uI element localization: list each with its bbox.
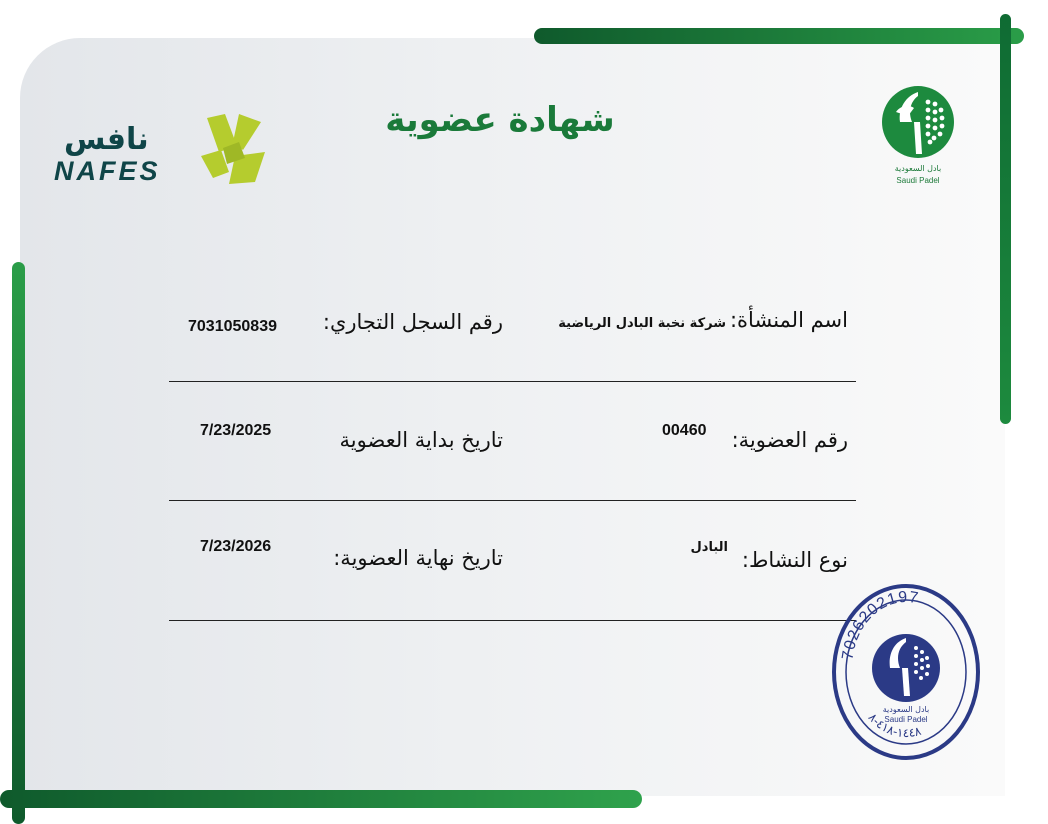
establishment-name-label: اسم المنشأة: bbox=[729, 308, 848, 332]
page-title: شهادة عضوية bbox=[385, 100, 615, 140]
decorative-bar-right bbox=[1000, 14, 1011, 424]
nafes-logo bbox=[54, 112, 269, 192]
membership-end-value: 7/23/2026 bbox=[200, 538, 272, 555]
membership-start-label: تاريخ بداية العضوية bbox=[339, 428, 503, 452]
decorative-bar-top bbox=[534, 28, 1024, 44]
stamp-arabic-name: بادل السعودية bbox=[882, 705, 930, 714]
row-divider bbox=[169, 500, 856, 501]
membership-start-value: 7/23/2025 bbox=[200, 422, 272, 439]
decorative-bar-left bbox=[12, 262, 25, 824]
membership-end-label: تاريخ نهاية العضوية: bbox=[333, 546, 503, 570]
nafes-arabic-wordmark: نافس bbox=[64, 122, 149, 157]
padel-english-name: Saudi Padel bbox=[896, 176, 940, 185]
row-divider bbox=[169, 620, 856, 621]
commercial-register-label: رقم السجل التجاري: bbox=[322, 310, 503, 334]
activity-type-value: البادل bbox=[690, 540, 728, 555]
nafes-mark-icon bbox=[199, 112, 269, 188]
stamp-number: 7026202197 bbox=[839, 588, 921, 662]
row-divider bbox=[169, 381, 856, 382]
saudi-padel-logo bbox=[878, 82, 958, 190]
activity-type-label: نوع النشاط: bbox=[741, 548, 848, 572]
nafes-english-wordmark: NAFES bbox=[54, 156, 161, 186]
stamp-date: ١٤٤٨-٤١٨-٨ bbox=[865, 710, 923, 741]
official-stamp bbox=[830, 578, 982, 760]
commercial-register-value: 7031050839 bbox=[188, 318, 277, 335]
establishment-name-value: شركة نخبة البادل الرياضية bbox=[558, 316, 726, 331]
stamp-english-name: Saudi Padel bbox=[884, 715, 928, 724]
decorative-bar-bottom bbox=[0, 790, 642, 808]
palm-ball-icon bbox=[878, 82, 958, 162]
padel-arabic-name: بادل السعودية bbox=[894, 164, 942, 173]
membership-number-label: رقم العضوية: bbox=[731, 428, 848, 452]
membership-number-value: 00460 bbox=[662, 422, 707, 439]
